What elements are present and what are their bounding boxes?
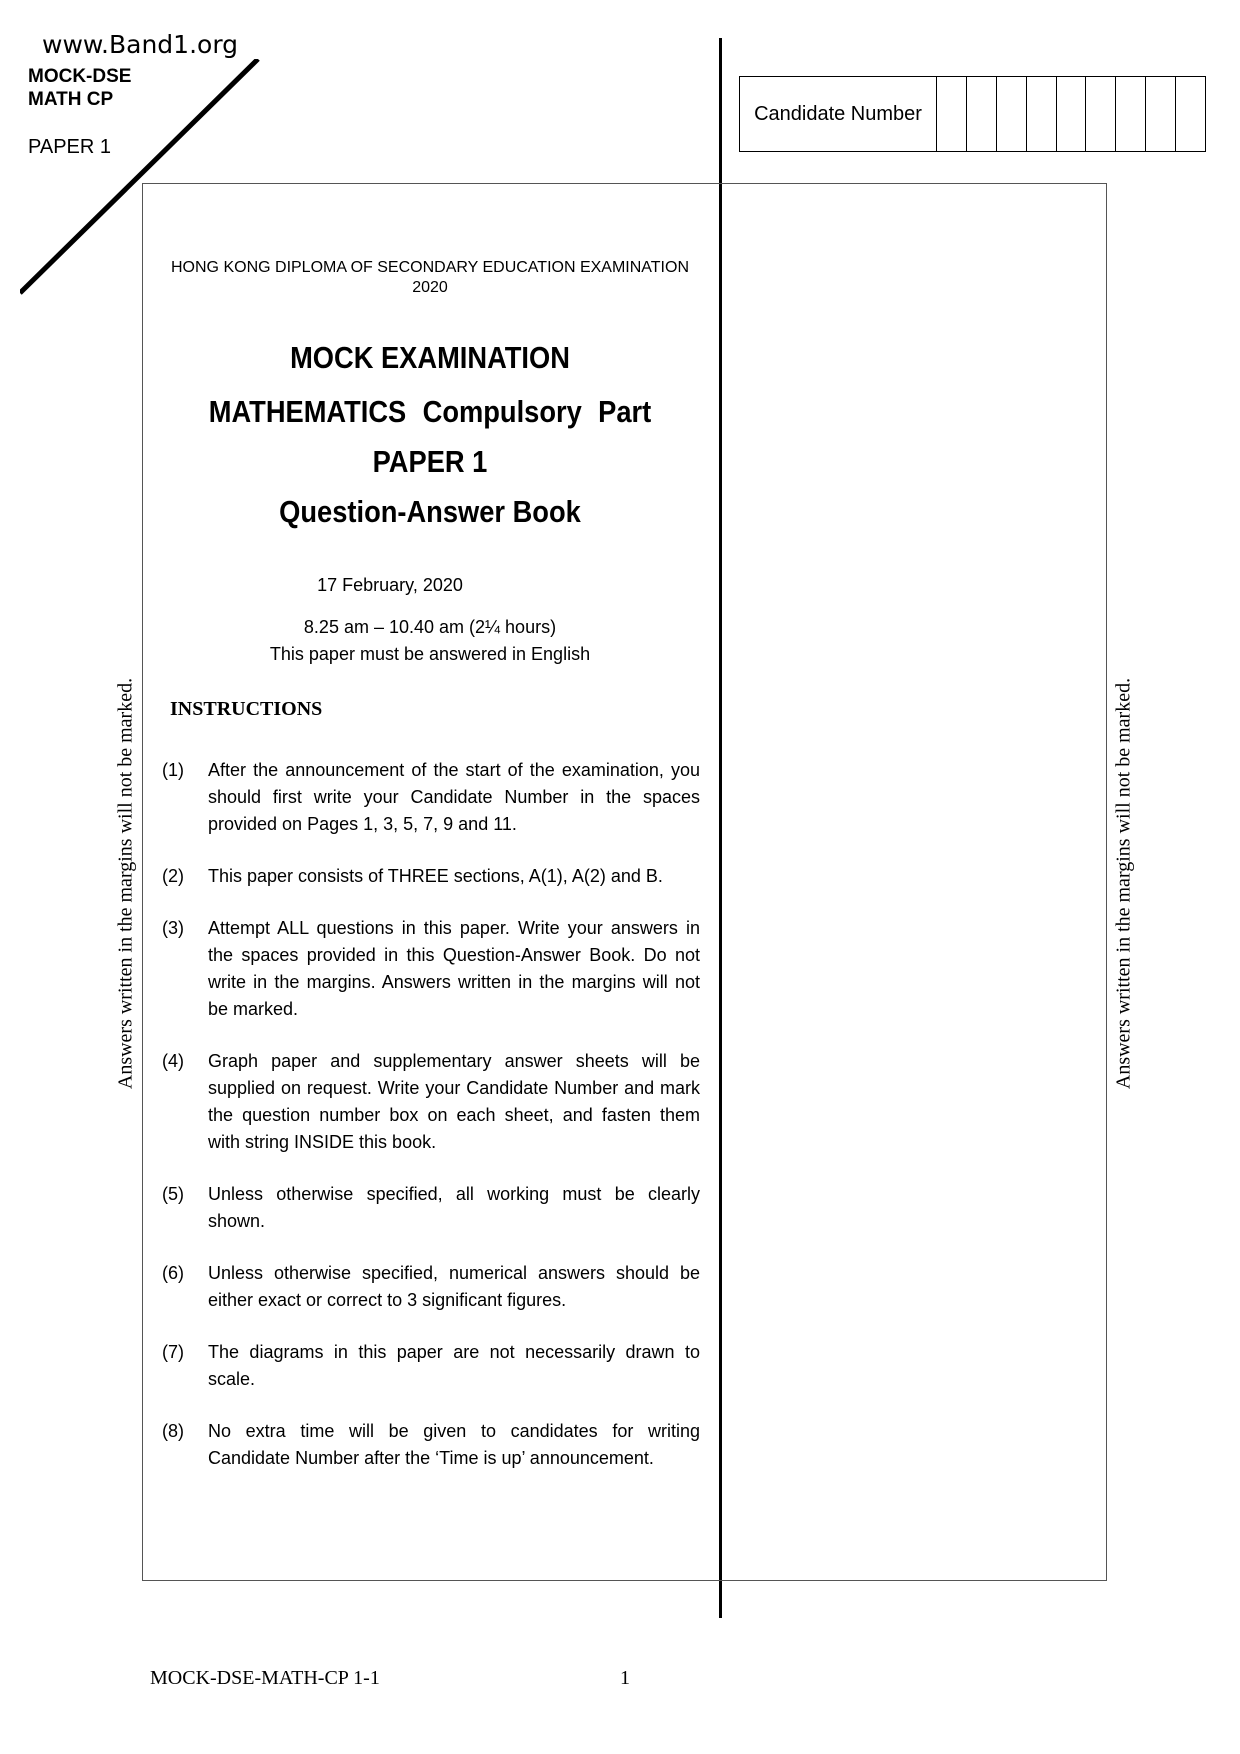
margin-note-left: Answers written in the margins will not be marked. (114, 677, 137, 1090)
instruction-number: (3) (162, 918, 184, 938)
instruction-number: (2) (162, 866, 184, 886)
candidate-number-cell[interactable] (1027, 77, 1057, 151)
paper-code-line1: MOCK-DSE (28, 66, 132, 87)
instruction-item (162, 915, 700, 1023)
instruction-number: (8) (162, 1421, 184, 1441)
instruction-item (162, 1339, 700, 1393)
instruction-text: Unless otherwise specified, numerical answers should be either exact or correct to 3 significant figures. (208, 1263, 700, 1310)
book-title: Question-Answer Book (279, 494, 581, 529)
candidate-number-cell[interactable] (937, 77, 967, 151)
candidate-number-cell[interactable] (1086, 77, 1116, 151)
instruction-item (162, 757, 700, 838)
footer-code: MOCK-DSE-MATH-CP 1-1 (150, 1667, 380, 1689)
paper-label: PAPER 1 (28, 136, 111, 158)
instruction-item (162, 1418, 700, 1472)
instruction-item (162, 1260, 700, 1314)
instruction-text: Unless otherwise specified, all working must be clearly shown. (208, 1184, 700, 1231)
paper-code-line2: MATH CP (28, 89, 114, 110)
watermark: www.Band1.org (42, 30, 239, 59)
candidate-number-cell[interactable] (967, 77, 997, 151)
instruction-number: (7) (162, 1342, 184, 1362)
instructions-heading: INSTRUCTIONS (170, 698, 323, 720)
instruction-text: The diagrams in this paper are not necessarily drawn to scale. (208, 1342, 700, 1389)
instruction-number: (6) (162, 1263, 184, 1283)
candidate-number-cell[interactable] (1146, 77, 1176, 151)
instruction-text: This paper consists of THREE sections, A(1), A(2) and B. (208, 866, 663, 886)
candidate-number-cell[interactable] (997, 77, 1027, 151)
instruction-text: Graph paper and supplementary answer sheets will be supplied on request. Write your Candidate Number and mark the question number box on each sheet, and fasten them with string INSIDE this book. (208, 1051, 700, 1152)
exam-time-block (150, 614, 710, 668)
instruction-item (162, 1048, 700, 1156)
instruction-item (162, 1181, 700, 1235)
instruction-text: After the announcement of the start of the examination, you should first write your Candidate Number in the spaces provided on Pages 1, 3, 5, 7, 9 and 11. (208, 760, 700, 834)
page-number: 1 (620, 1667, 630, 1689)
exam-time: 8.25 am – 10.40 am (2¼ hours) (303, 617, 557, 637)
candidate-number-cell[interactable] (1176, 77, 1205, 151)
candidate-number-cell[interactable] (1057, 77, 1087, 151)
exam-name: HONG KONG DIPLOMA OF SECONDARY EDUCATION EXAMINATION (171, 259, 689, 276)
candidate-number-cell[interactable] (1116, 77, 1146, 151)
subject-title: MATHEMATICS Compulsory Part (208, 394, 652, 429)
instruction-text: Attempt ALL questions in this paper. Write your answers in the spaces provided in this Question-Answer Book. Do not write in the margins. Answers written in the margins will not be marked. (208, 918, 700, 1019)
instruction-number: (5) (162, 1184, 184, 1204)
margin-note-right: Answers written in the margins will not be marked. (1112, 677, 1135, 1090)
paper-title: PAPER 1 (372, 444, 488, 479)
cover-content (150, 258, 710, 664)
instruction-number: (4) (162, 1051, 184, 1071)
exam-year: 2020 (412, 279, 448, 296)
candidate-number-cells (937, 77, 1205, 151)
instruction-number: (1) (162, 760, 184, 780)
instruction-item (162, 863, 700, 890)
exam-date: 17 February, 2020 (317, 575, 463, 595)
instructions-list (162, 757, 700, 1497)
exam-title: MOCK EXAMINATION (290, 340, 570, 375)
exam-heading (150, 258, 710, 298)
language-note: This paper must be answered in English (269, 644, 591, 664)
instruction-text: No extra time will be given to candidates for writing Candidate Number after the ‘Time is up’ announcement. (208, 1421, 700, 1468)
candidate-number-box (739, 76, 1206, 152)
candidate-number-label: Candidate Number (740, 77, 937, 151)
